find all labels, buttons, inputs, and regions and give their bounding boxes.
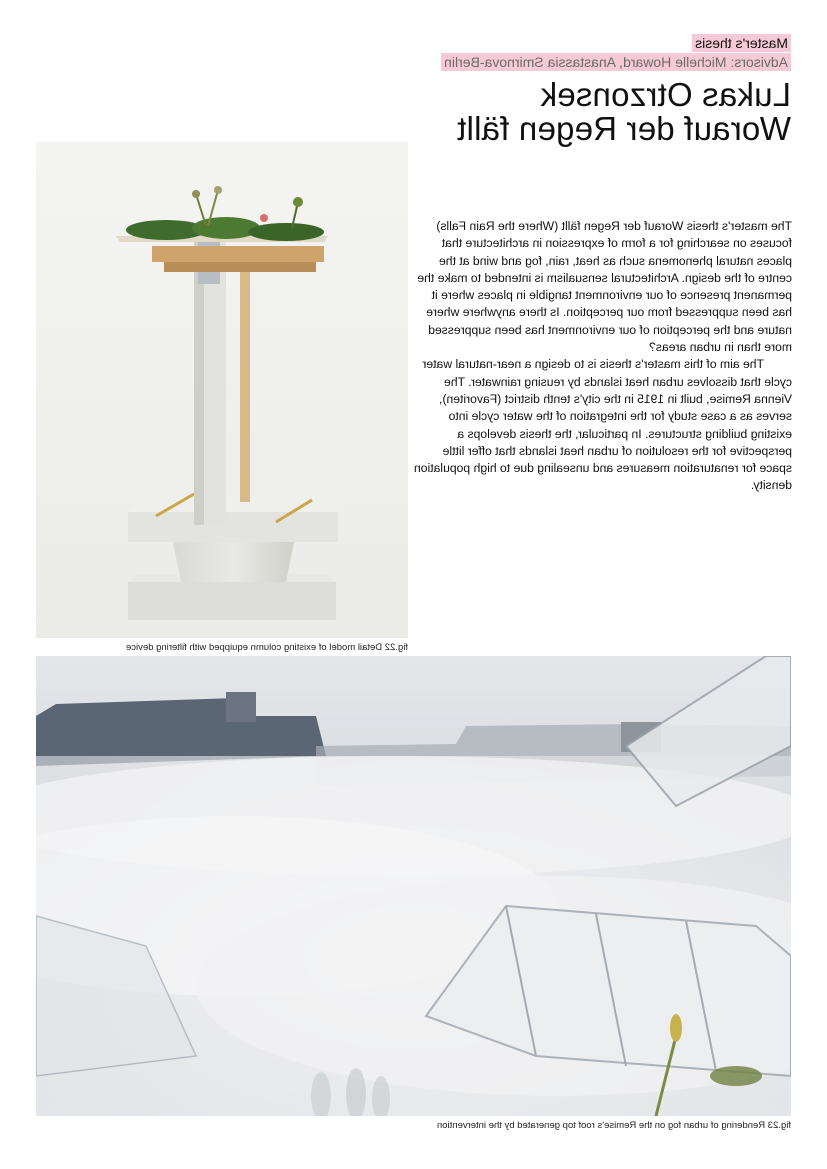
advisors-line: Advisors: Michelle Howard, Anastassia Smirnova-Berlin xyxy=(441,53,791,71)
fog-rendering-illustration xyxy=(36,656,791,1116)
column-model-illustration xyxy=(36,142,408,638)
body-paragraph-1: The master's thesis Worauf der Regen fällt (Where the Rain Falls) focuses on searching for a form of expression in architecture that places natural phenomena such as heat, rain, fog and wind at the centre of the design. Architectural sensualism is intended to make the permanent presence of our environment tangible in places where it has been suppressed from our perception. Is there anywhere where nature and the perception of our environment has been suppressed more than in urban areas? xyxy=(417,219,792,355)
thesis-title: Worauf der Regen fällt xyxy=(457,110,791,147)
body-text xyxy=(412,218,792,495)
figure-22-caption: fig.22 Detail model of existing column equipped with filtering device xyxy=(126,642,408,653)
figure-column-model xyxy=(36,142,408,638)
figure-fog-rendering xyxy=(36,656,791,1116)
thesis-label: Master's thesis xyxy=(692,34,791,52)
author-name: Lukas Otrzonsek xyxy=(540,76,791,113)
header xyxy=(371,34,791,146)
figure-23-caption: fig.23 Rendering of urban fog on the Remise's roof top generated by the intervention xyxy=(436,1120,791,1131)
body-paragraph-2: The aim of this master's thesis is to design a near-natural water cycle that dissolves urban heat islands by reusing rainwater. The Vienna Remise, built in 1915 in the city's tenth district (Favoriten), serves as a case study for the integration of the water cycle into existing building structures. In particular, the thesis develops a perspective for the resolution of urban heat islands that offer little space for renaturation measures and unsealing due to high population density. xyxy=(413,357,792,493)
